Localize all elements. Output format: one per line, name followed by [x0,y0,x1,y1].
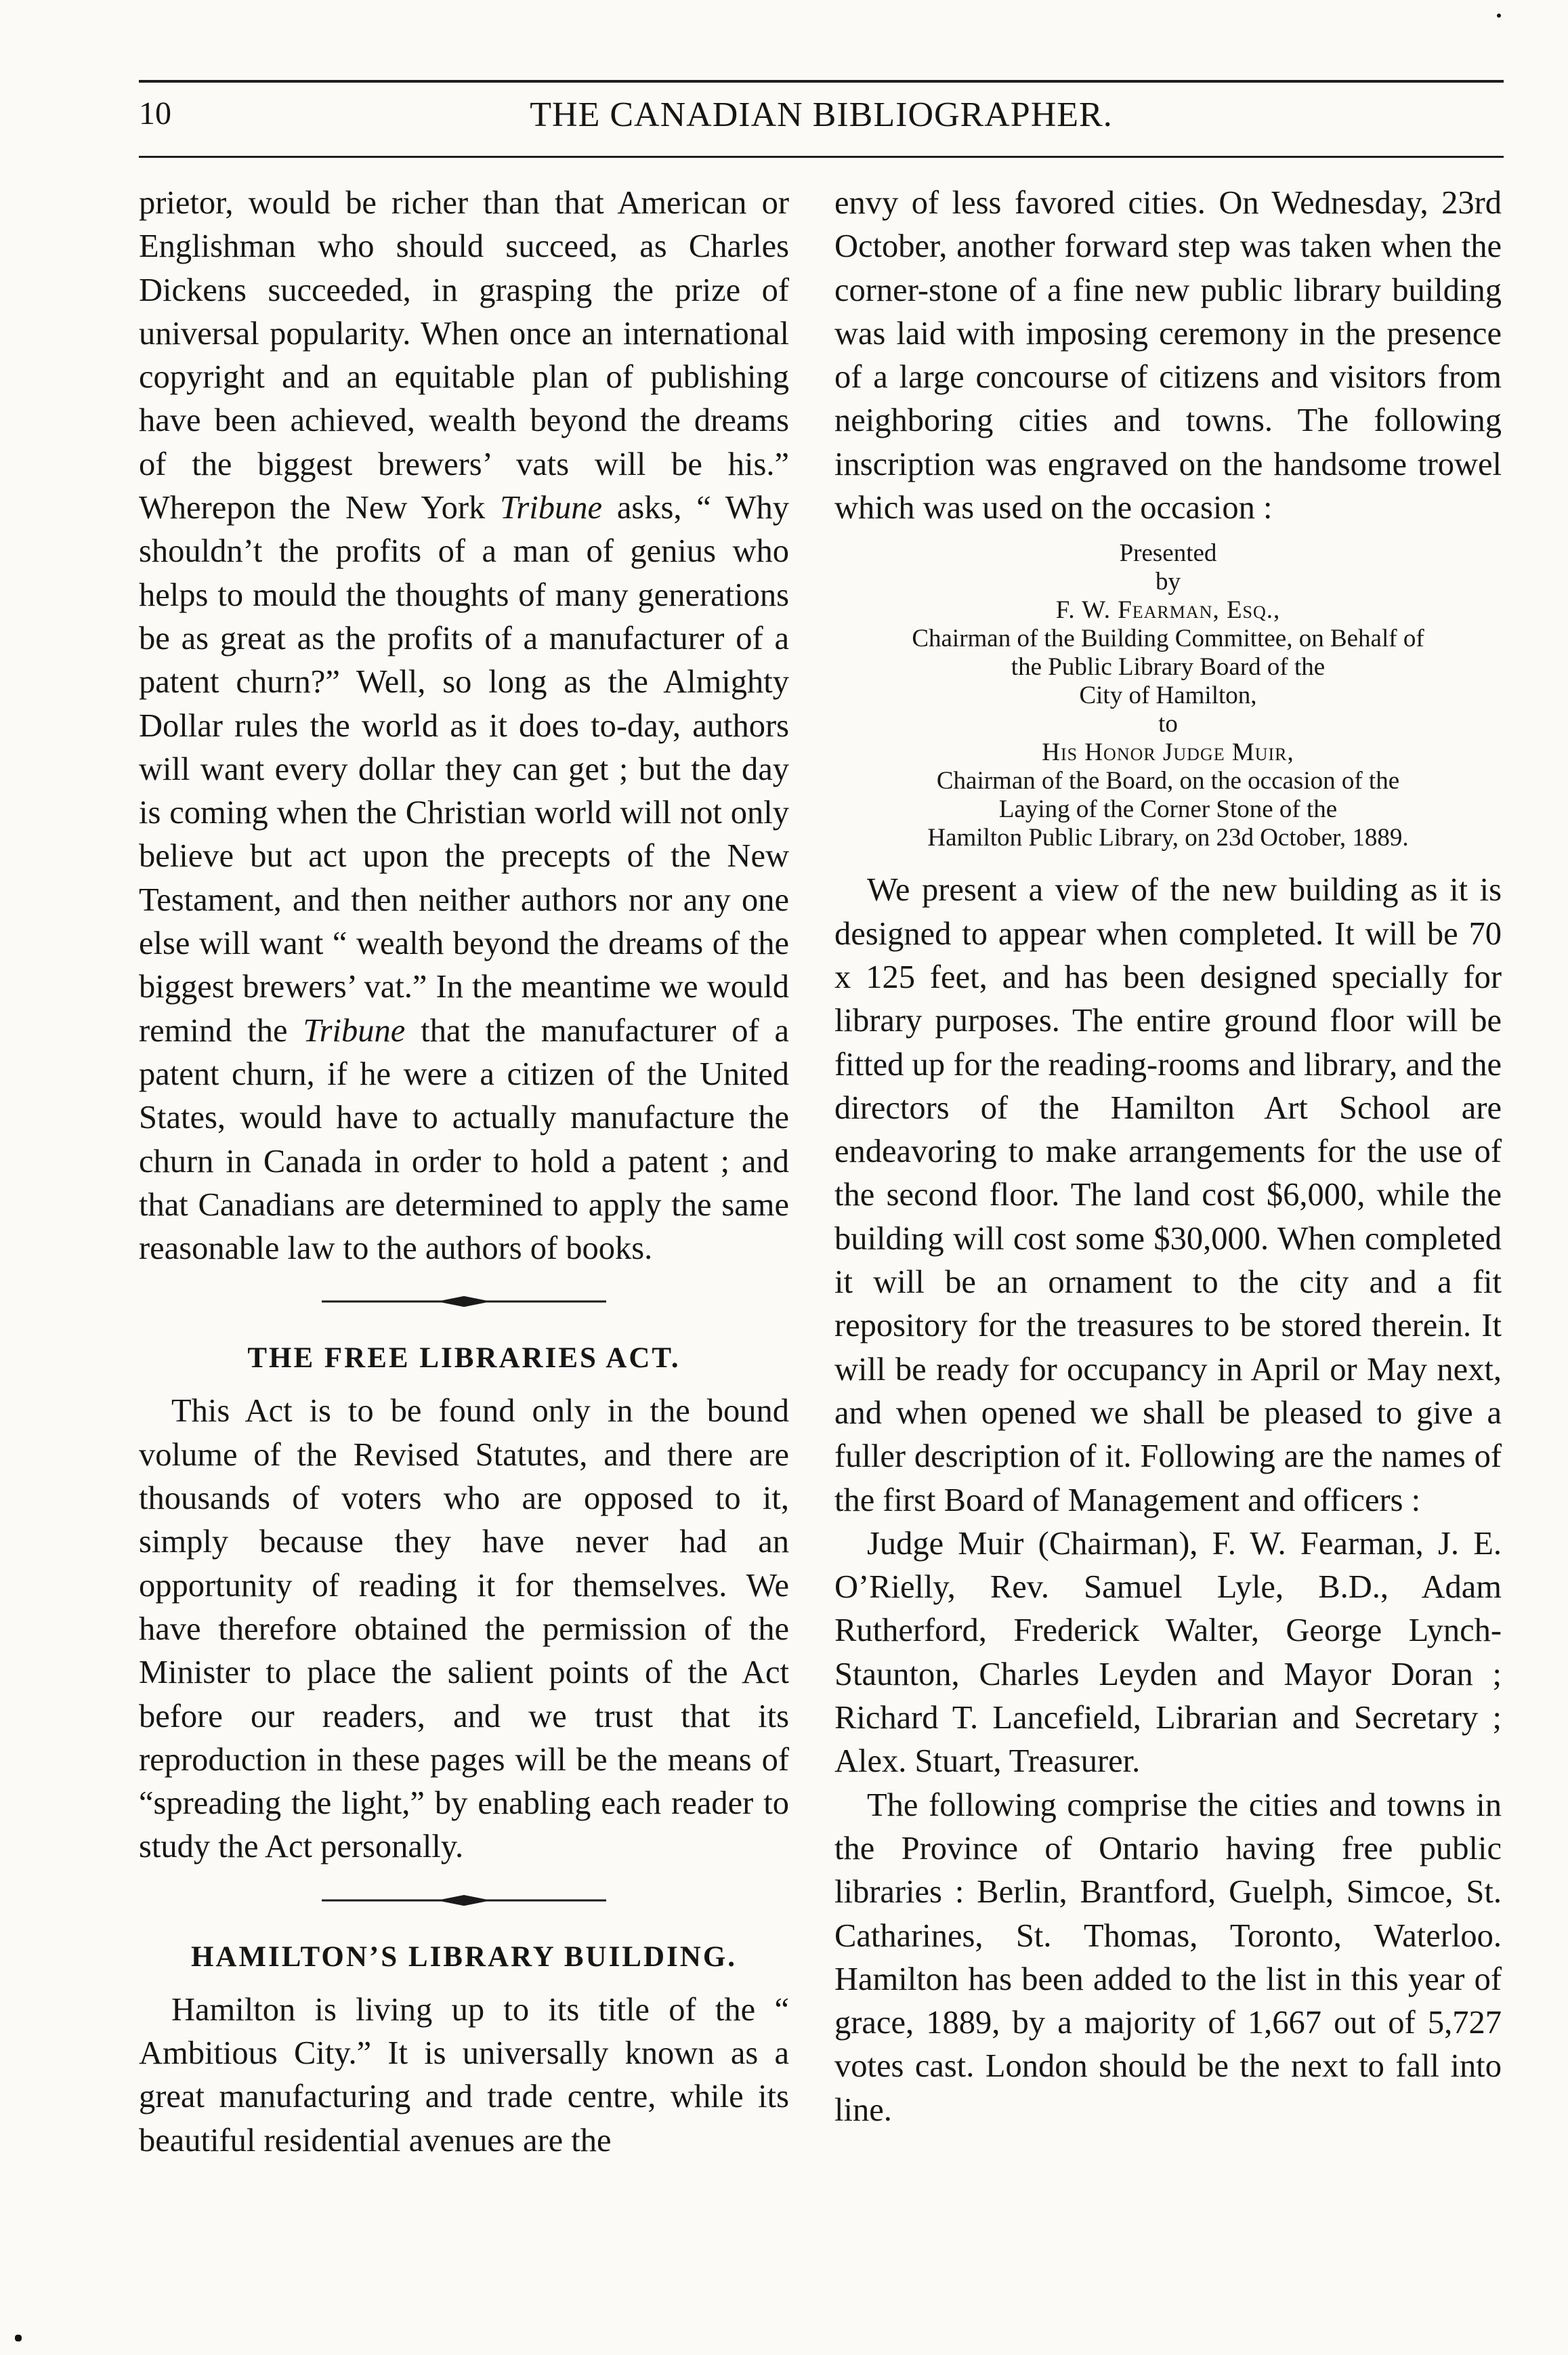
scan-speck [1497,14,1501,18]
inscription-line: the Public Library Board of the [1011,653,1326,682]
header-bottom-rule [139,156,1504,158]
inscription-line: by [1156,568,1181,596]
section-heading-free-libraries: THE FREE LIBRARIES ACT. [247,1342,681,1375]
section-divider-ornament [322,1293,606,1310]
inscription-line: to [1158,710,1178,738]
page-header [139,95,1504,146]
left-paragraph-1: prietor, would be richer than that American or Englishman who should succeed, as Charles Dickens succeeded, in grasping the prize of universal popularity. When once an international copyright and an equitable plan of publishing have been achieved, wealth beyond the dreams of the biggest brewers’ vats will be his.” Wherepon the New York Tribune asks, “ Why shouldn’t the profits of a man of genius who helps to mould the thoughts of many generations be as great as the profits of a manufacturer of a patent churn?” Well, so long as the Almighty Dollar rules the world as it does to-day, authors will want every dollar they can get ; but the day is coming when the Christian world will not only believe but act upon the precepts of the New Testament, and then neither authors nor any one else will want “ wealth beyond the dreams of the biggest brewers’ vat.” In the meantime we would remind the Tribune that the manufacturer of a patent churn, if he were a citizen of the United States, would have to actually manufacture the churn in Canada in order to hold a patent ; and that Canadians are determined to apply the same reasonable law to the authors of books. [139,185,790,1267]
inscription-line: Laying of the Corner Stone of the [998,795,1338,824]
inscription-line: Chairman of the Board, on the occasion of the [936,767,1400,795]
section-heading-hamilton-library: HAMILTON’S LIBRARY BUILDING. [190,1940,738,1973]
scan-speck [15,2335,22,2341]
header-top-rule [139,80,1504,83]
right-paragraph-3: Judge Muir (Chairman), F. W. Fearman, J. E. O’Rielly, Rev. Samuel Lyle, B.D., Adam Rutherford, Frederick Walter, George Lynch-Staunton, Charles Leyden and Mayor Doran ; Richard T. Lancefield, Librarian and Secretary ; Alex. Stuart, Treasurer. [834,1525,1502,1780]
hamilton-library-paragraph: Hamilton is living up to its title of the “ Ambitious City.” It is universally known as a great manufacturing and trade centre, while its beautiful residential avenues are the [139,1991,789,2159]
right-paragraph-2: We present a view of the new building as it is designed to appear when completed. It will be 70 x 125 feet, and has been designed specially for library purposes. The entire ground floor will be fitted up for the reading-rooms and library, and the directors of the Hamilton Art School are endeavoring to make arrangements for the use of the second floor. The land cost $6,000, while the building will cost some $30,000. When completed it will be an ornament to the city and a fit repository for the treasures to be stored therein. It will be ready for occupancy in April or May next, and when opened we shall be pleased to give a fuller description of it. Following are the names of the first Board of Management and officers : [834,872,1502,1518]
page-number: 10 [139,96,171,131]
right-paragraph-4: The following comprise the cities and towns in the Province of Ontario having free public libraries : Berlin, Brantford, Guelph, Simcoe, St. Catharines, St. Thomas, Toronto, Waterloo. Hamilton has been added to the list in this year of grace, 1889, by a majority of 1,667 out of 5,727 votes cast. London should be the next to fall into line. [834,1787,1502,2128]
running-title: THE CANADIAN BIBLIOGRAPHER. [530,96,1113,134]
inscription-line: City of Hamilton, [1079,682,1257,710]
inscription-line: Chairman of the Building Committee, on Behalf of [912,625,1424,653]
inscription-line: Presented [1119,539,1217,568]
free-libraries-paragraph: This Act is to be found only in the bound volume of the Revised Statutes, and there are thousands of voters who are opposed to it, simply because they have never had an opportunity of reading it for themselves. We have therefore obtained the permission of the Minister to place the salient points of the Act before our readers, and we trust that its reproduction in these pages will be the means of “spreading the light,” by enabling each reader to study the Act personally. [139,1393,789,1865]
trowel-inscription [834,539,1502,852]
right-column [834,182,1502,2132]
inscription-line: His Honor Judge Muir, [1042,738,1294,767]
right-paragraph-1: envy of less favored cities. On Wednesday, 23rd October, another forward step was taken when the corner-stone of a fine new public library building was laid with imposing ceremony in the presence of a large concourse of citizens and visitors from neighboring cities and towns. The following inscription was engraved on the handsome trowel which was used on the occasion : [834,185,1502,526]
section-divider-ornament [322,1892,606,1909]
inscription-line: Hamilton Public Library, on 23d October, 1889. [927,824,1409,852]
inscription-line: F. W. Fearman, Esq., [1055,596,1281,625]
left-column [139,182,789,2163]
